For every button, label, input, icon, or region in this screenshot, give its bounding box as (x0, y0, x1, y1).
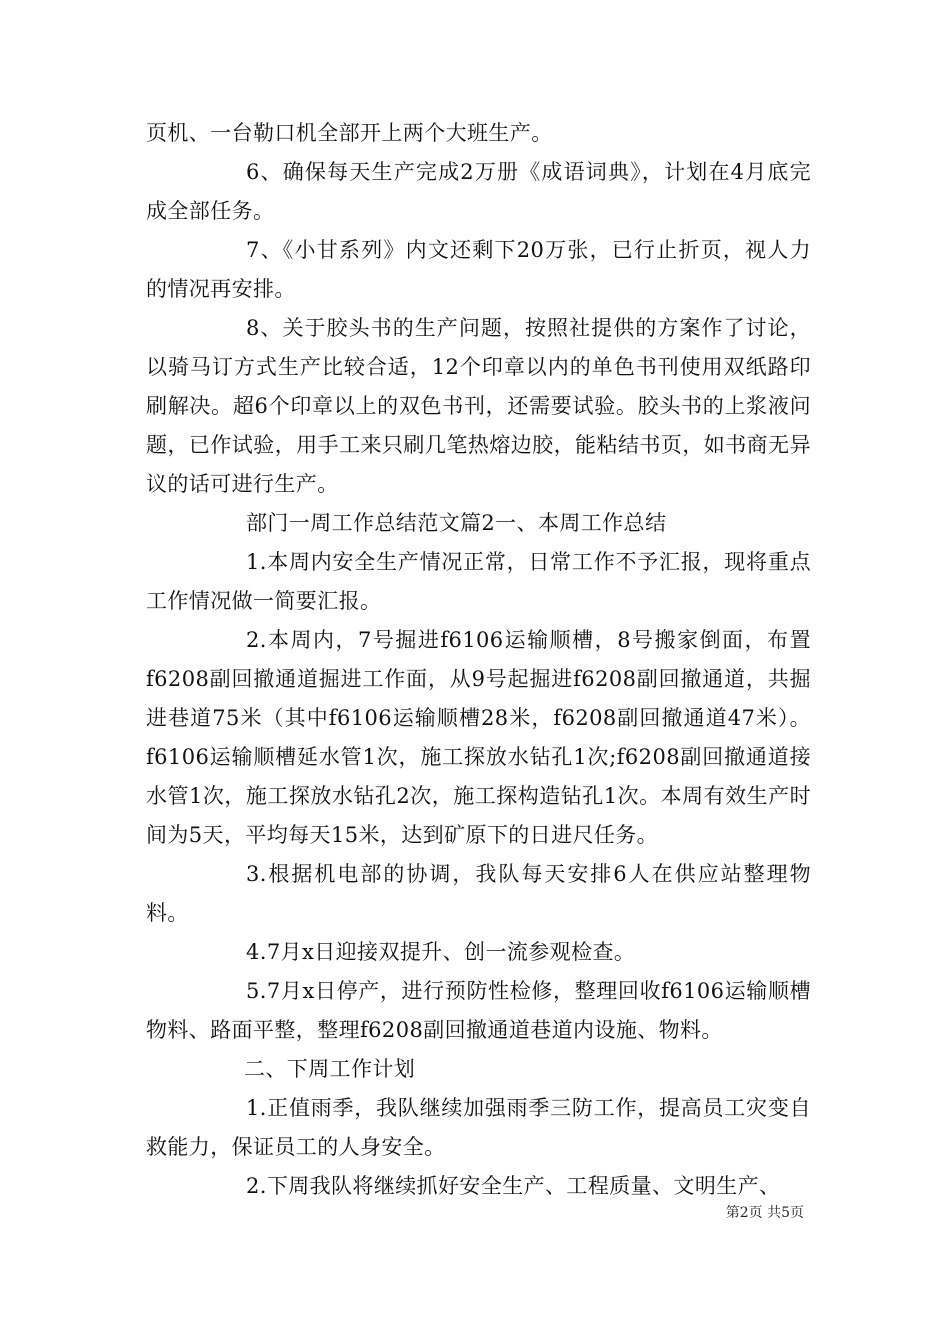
summary-item-3: 3.根据机电部的协调，我队每天安排6人在供应站整理物料。 (146, 862, 811, 925)
summary-item-4: 4.7月x日迎接双提升、创一流参观检查。 (246, 940, 636, 964)
paragraph-item-6: 6、确保每天生产完成2万册《成语词典》，计划在4月底完成全部任务。 (146, 160, 811, 223)
document-body (146, 114, 811, 1206)
plan-item-2: 2.下周我队将继续抓好安全生产、工程质量、文明生产、 (246, 1174, 781, 1198)
summary-item-5: 5.7月x日停产，进行预防性检修，整理回收f6106运输顺槽物料、路面平整，整理f6208副回撤通道巷道内设施、物料。 (146, 979, 811, 1042)
paragraph-item-8: 8、关于胶头书的生产问题，按照社提供的方案作了讨论，以骑马订方式生产比较合适，12个印章以内的单色书刊使用双纸路印刷解决。超6个印章以上的双色书刊，还需要试验。胶头书的上浆液问题，已作试验，用手工来只刷几笔热熔边胶，能粘结书页，如书商无异议的话可进行生产。 (146, 316, 811, 496)
summary-item-1: 1.本周内安全生产情况正常，日常工作不予汇报，现将重点工作情况做一简要汇报。 (146, 550, 811, 613)
paragraph-continuation: 页机、一台勒口机全部开上两个大班生产。 (146, 121, 553, 145)
section-heading-summary: 部门一周工作总结范文篇2一、本周工作总结 (246, 511, 667, 535)
plan-item-1: 1.正值雨季，我队继续加强雨季三防工作，提高员工灾变自救能力，保证员工的人身安全。 (146, 1096, 811, 1159)
page-number: 第2页 共5页 (725, 1205, 804, 1221)
section-heading-plan: 二、下周工作计划 (244, 1057, 416, 1081)
summary-item-2: 2.本周内，7号掘进f6106运输顺槽，8号搬家倒面，布置f6208副回撤通道掘进工作面，从9号起掘进f6208副回撤通道，共掘进巷道75米（其中f6106运输顺槽28米，f6208副回撤通道47米）。f6106运输顺槽延水管1次，施工探放水钻孔1次;f6208副回撤通道接水管1次，施工探放水钻孔2次，施工探构造钻孔1次。本周有效生产时间为5天，平均每天15米，达到矿原下的日进尺任务。 (146, 628, 811, 847)
paragraph-item-7: 7、《小甘系列》内文还剩下20万张，已行止折页，视人力的情况再安排。 (146, 238, 811, 301)
